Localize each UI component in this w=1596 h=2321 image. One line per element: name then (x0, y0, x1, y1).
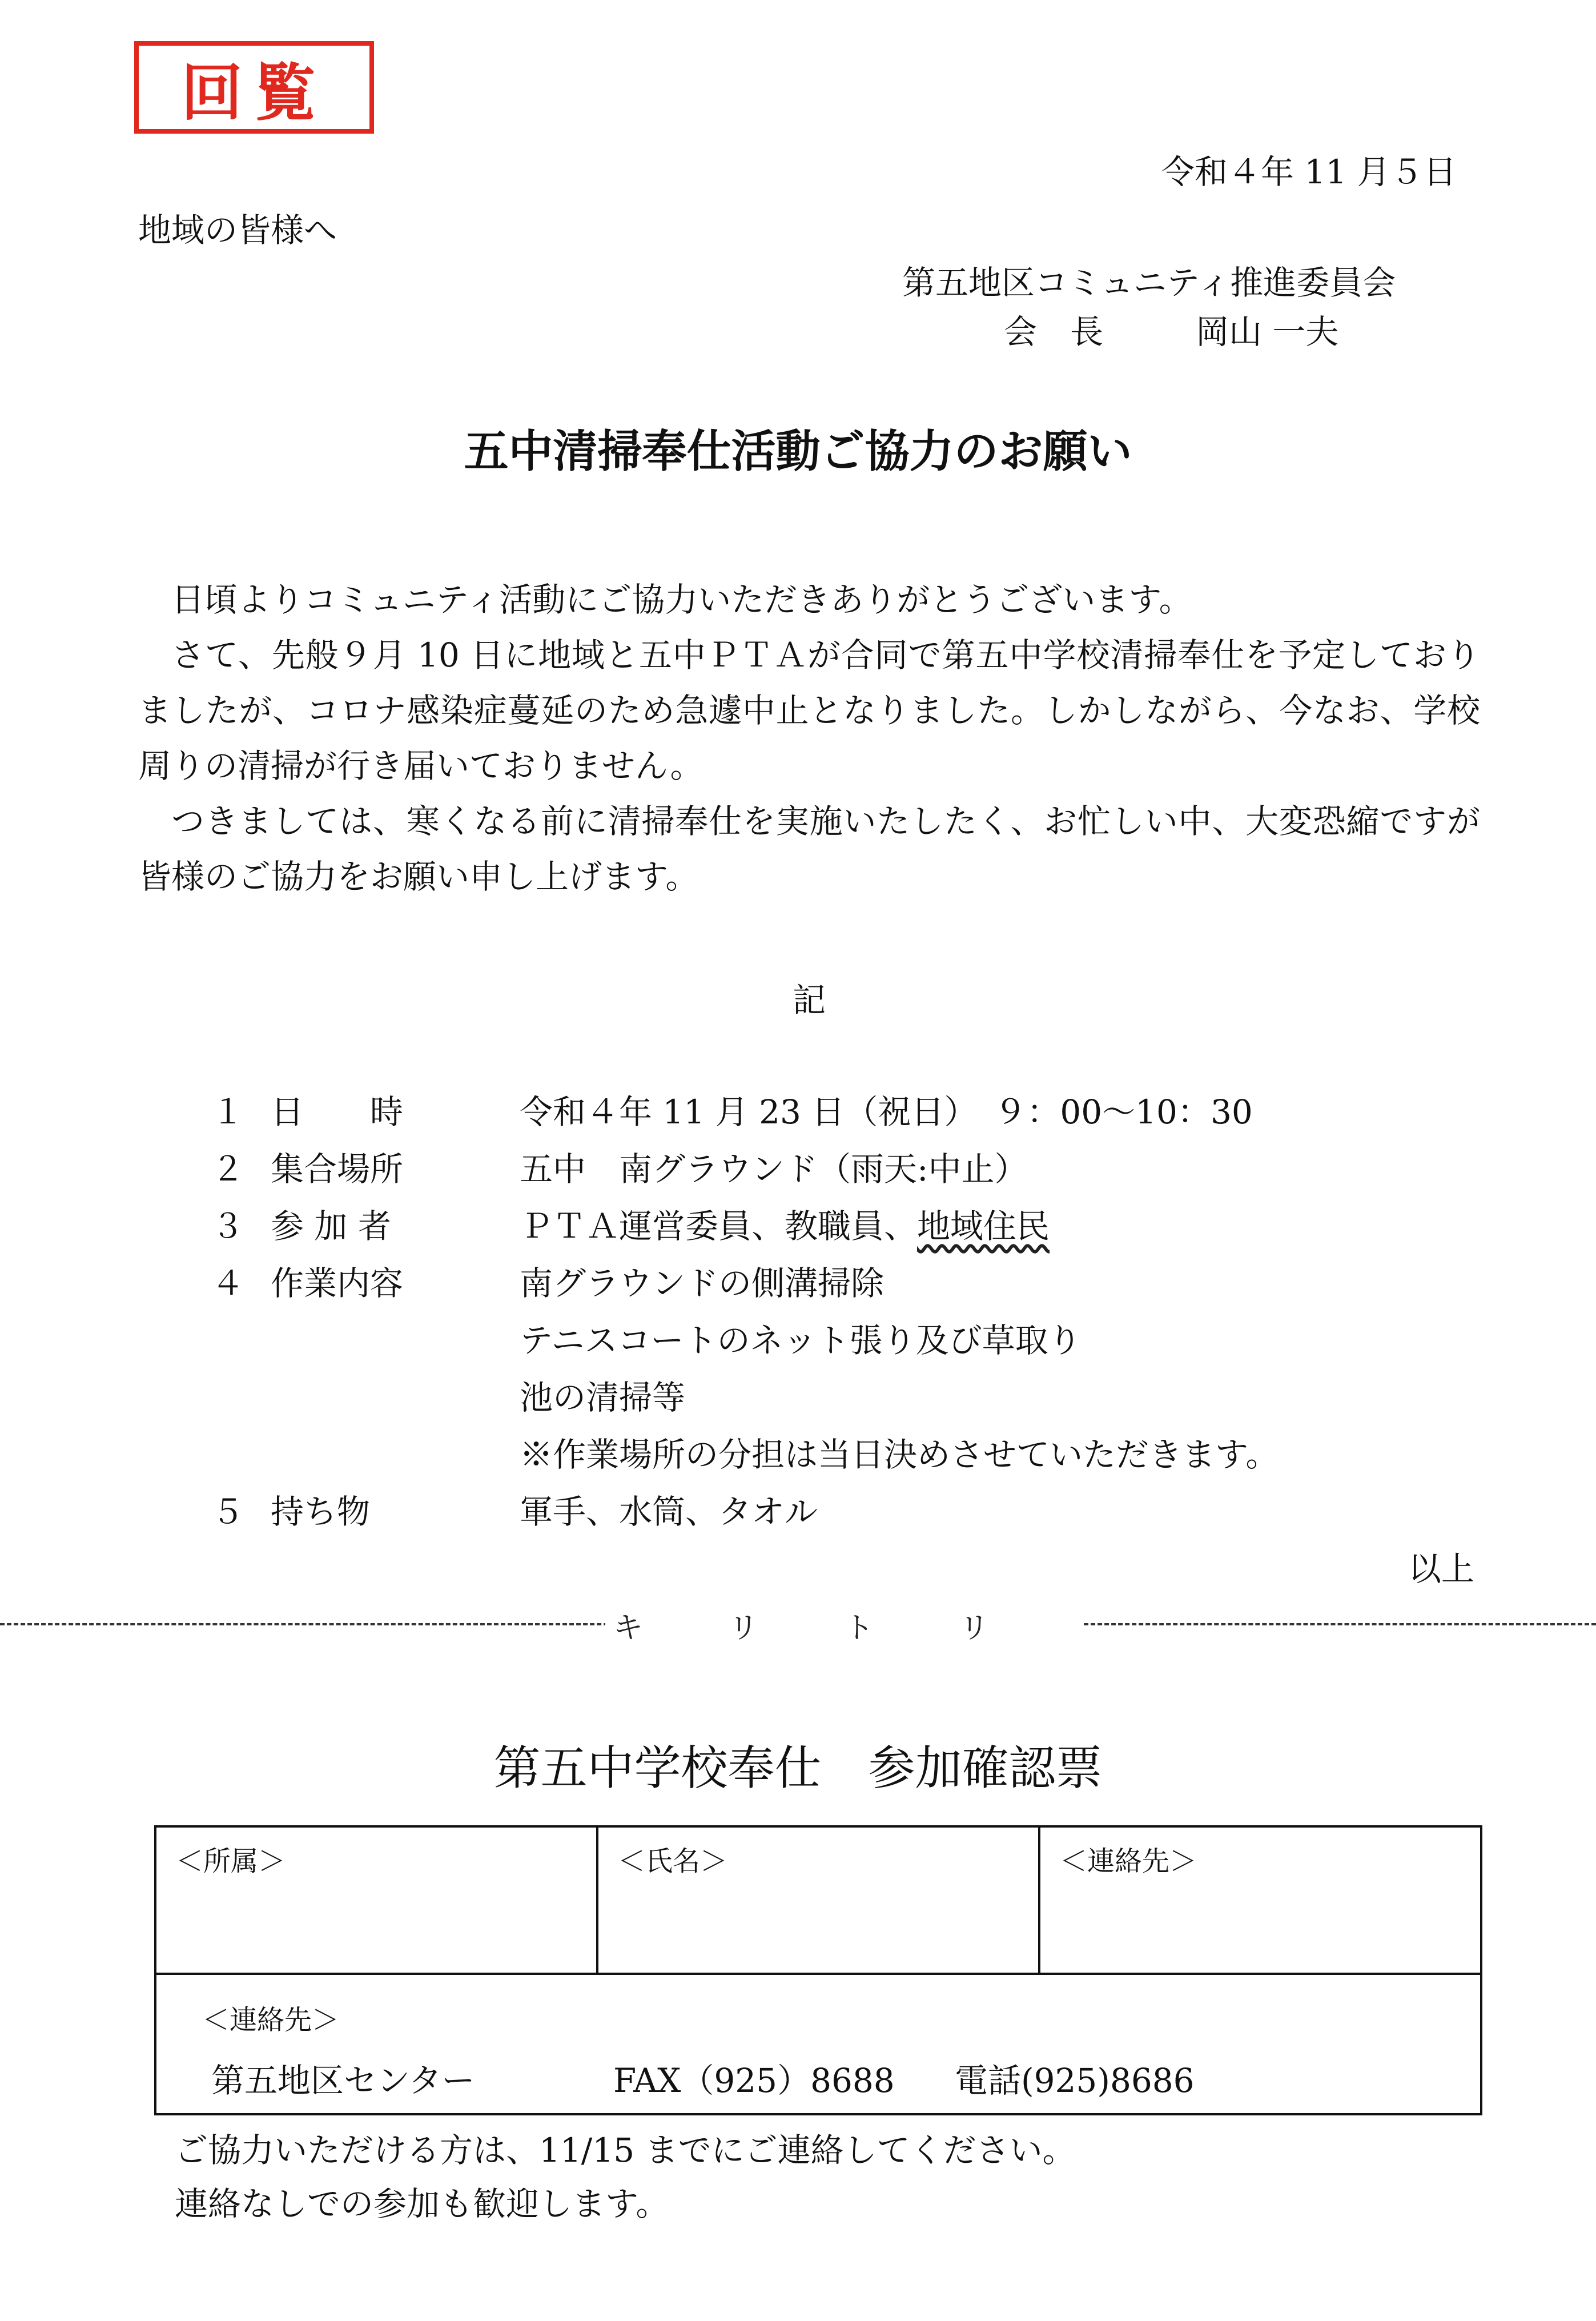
body-paragraph: つきましては、寒くなる前に清掃奉仕を実施いたしたく、お忙しい中、大変恐縮ですが皆様のご協力をお願い申し上げます。 (138, 802, 1480, 896)
sender-organization: 第五地区コミュニティ推進委員会 (902, 263, 1396, 302)
cut-label: キリトリ (605, 1604, 1083, 1647)
addressee: 地域の皆様へ (138, 211, 337, 250)
ijo-closing: 以上 (1408, 1549, 1475, 1588)
item-label-datetime: 日 時 (271, 1093, 404, 1131)
contact-info (211, 2054, 1195, 2102)
sender-position: 会 長 (1004, 312, 1104, 351)
form-fields-row (156, 1828, 1480, 1975)
circulation-stamp: 回覧 (134, 41, 374, 134)
affiliation-label: ＜所属＞ (176, 1845, 286, 1877)
item-number: ４ (211, 1264, 245, 1303)
item-value-place: 五中 南グラウンド（雨天:中止） (520, 1150, 1028, 1188)
work-line: テニスコートのネット張り及び草取り (520, 1321, 1082, 1360)
confirmation-form (154, 1825, 1482, 2115)
item-label-belongings: 持ち物 (271, 1492, 371, 1531)
document-title: 五中清掃奉仕活動ご協力のお願い (464, 426, 1132, 477)
item-label-place: 集合場所 (271, 1150, 404, 1188)
item-number: ２ (211, 1150, 245, 1188)
body-paragraph: 日頃よりコミュニティ活動にご協力いただきありがとうございます。 (171, 580, 1192, 619)
sender-name: 岡山 一夫 (1196, 312, 1339, 351)
body-text (138, 572, 1480, 905)
work-line: 南グラウンドの側溝掃除 (520, 1264, 885, 1303)
body-paragraph: さて、先般９月 10 日に地域と五中ＰＴＡが合同で第五中学校清掃奉仕を予定しておりましたが、コロナ感染症蔓延のため急遽中止となりました。しかしながら、今なお、学校周りの清掃が行き届いておりません。 (138, 636, 1480, 785)
form-title: 第五中学校奉仕 参加確認票 (493, 1741, 1103, 1796)
item-label-work: 作業内容 (271, 1264, 404, 1303)
contact-fax: FAX（925）8688 (613, 2061, 895, 2100)
participants-text: ＰＴＡ運営委員、教職員、 (520, 1207, 918, 1246)
affiliation-field[interactable] (156, 1828, 598, 1973)
footer-note: ご協力いただける方は、11/15 までにご連絡してください。 (175, 2131, 1076, 2170)
document-date: 令和４年 11 月５日 (1161, 152, 1457, 191)
work-note: ※作業場所の分担は当日決めさせていただきます。 (520, 1435, 1279, 1474)
contact-field-label: ＜連絡先＞ (1060, 1845, 1197, 1877)
item-number: ３ (211, 1207, 245, 1246)
item-value-datetime: 令和４年 11 月 23 日（祝日） ９：00～10：30 (520, 1093, 1253, 1131)
contact-tel: 電話(925)8686 (955, 2061, 1195, 2100)
item-number: １ (211, 1093, 245, 1131)
contact-field[interactable] (1040, 1828, 1480, 1973)
contact-center: 第五地区センター (211, 2061, 475, 2100)
work-line: 池の清掃等 (520, 1378, 686, 1417)
contact-info-label: ＜連絡先＞ (202, 2004, 340, 2036)
item-value-belongings: 軍手、水筒、タオル (520, 1492, 818, 1531)
name-label: ＜氏名＞ (618, 1845, 728, 1877)
footer-note: 連絡なしでの参加も歓迎します。 (175, 2185, 669, 2223)
item-value-participants (520, 1207, 1050, 1246)
participants-underlined: 地域住民 (917, 1207, 1050, 1246)
ki-heading: 記 (793, 981, 826, 1019)
item-label-participants: 参 加 者 (271, 1207, 391, 1246)
item-number: ５ (211, 1492, 245, 1531)
name-field[interactable] (598, 1828, 1040, 1973)
